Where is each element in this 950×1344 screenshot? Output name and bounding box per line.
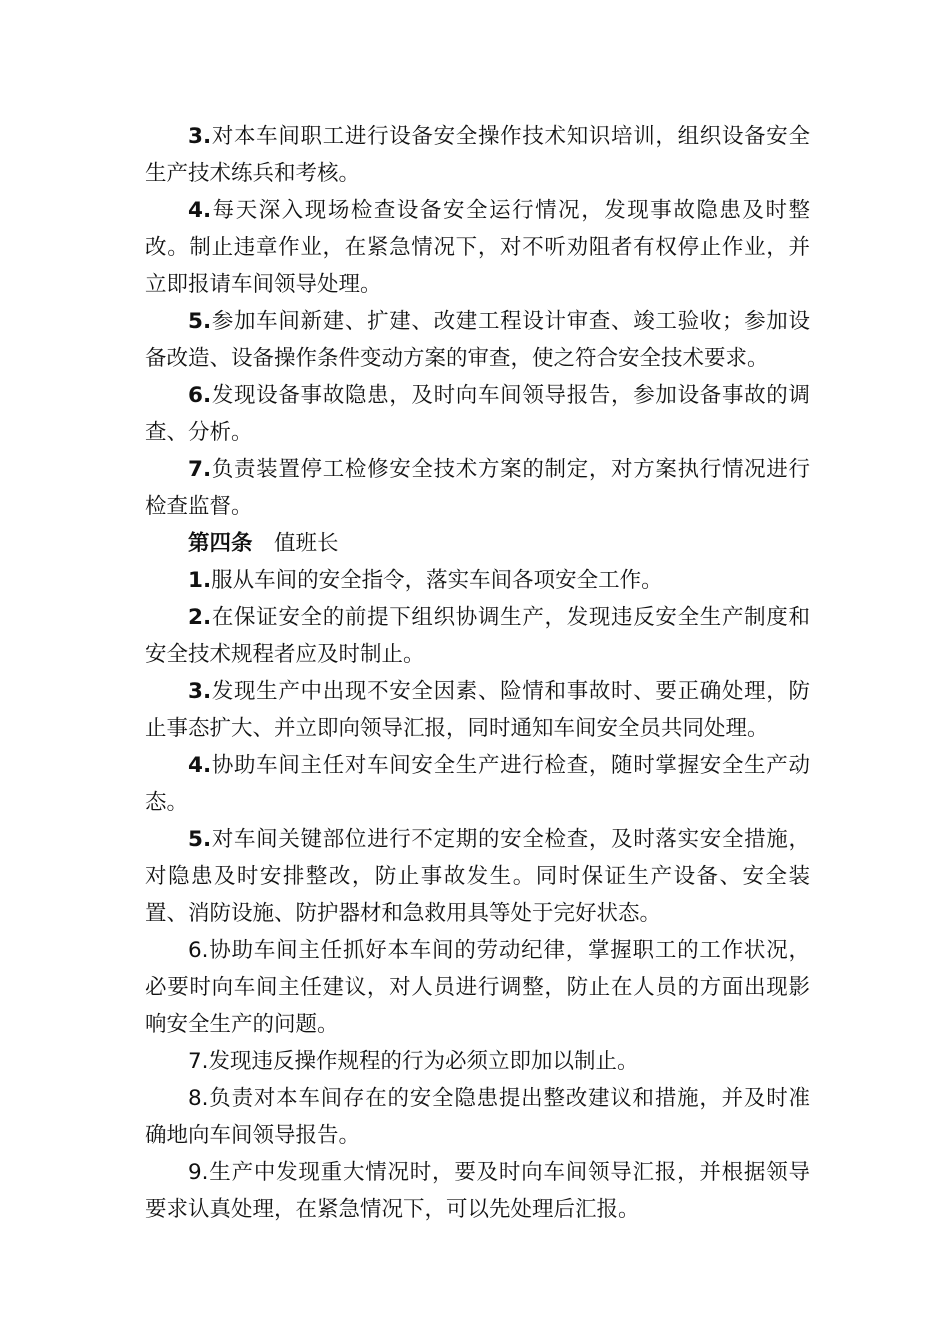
item-number: 3. xyxy=(188,124,212,149)
item-text: 负责对本车间存在的安全隐患提出整改建议和措施，并及时准确地向车间领导报告。 xyxy=(145,1086,810,1148)
item-number: 6. xyxy=(188,938,209,963)
item-number: 7. xyxy=(188,1049,209,1074)
item-text: 在保证安全的前提下组织协调生产，发现违反安全生产制度和安全技术规程者应及时制止。 xyxy=(145,605,810,667)
list-item xyxy=(145,747,810,821)
item-number: 8. xyxy=(188,1086,209,1111)
list-item xyxy=(145,377,810,451)
list-item xyxy=(145,932,810,1043)
item-number: 9. xyxy=(188,1160,209,1185)
list-item xyxy=(145,1043,810,1080)
item-number: 2. xyxy=(188,605,212,630)
item-text: 服从车间的安全指令，落实车间各项安全工作。 xyxy=(211,568,663,593)
item-text: 每天深入现场检查设备安全运行情况，发现事故隐患及时整改。制止违章作业，在紧急情况下，对不听劝阻者有权停止作业，并立即报请车间领导处理。 xyxy=(145,198,810,297)
item-number: 7. xyxy=(188,457,212,482)
item-text: 生产中发现重大情况时，要及时向车间领导汇报，并根据领导要求认真处理，在紧急情况下，可以先处理后汇报。 xyxy=(145,1160,810,1222)
list-item xyxy=(145,1080,810,1154)
section-label: 第四条 xyxy=(188,531,253,556)
item-number: 4. xyxy=(188,753,212,778)
list-item xyxy=(145,118,810,192)
item-text: 发现生产中出现不安全因素、险情和事故时、要正确处理，防止事态扩大、并立即向领导汇报，同时通知车间安全员共同处理。 xyxy=(145,679,810,741)
list-item xyxy=(145,303,810,377)
item-text: 对本车间职工进行设备安全操作技术知识培训，组织设备安全生产技术练兵和考核。 xyxy=(145,124,810,186)
item-text: 对车间关键部位进行不定期的安全检查，及时落实安全措施，对隐患及时安排整改，防止事故发生。同时保证生产设备、安全装置、消防设施、防护器材和急救用具等处于完好状态。 xyxy=(145,827,810,926)
list-item xyxy=(145,1154,810,1228)
item-text: 参加车间新建、扩建、改建工程设计审查、竣工验收；参加设备改造、设备操作条件变动方案的审查，使之符合安全技术要求。 xyxy=(145,309,810,371)
item-text: 负责装置停工检修安全技术方案的制定，对方案执行情况进行检查监督。 xyxy=(145,457,810,519)
list-item xyxy=(145,673,810,747)
list-item xyxy=(145,192,810,303)
item-number: 1. xyxy=(188,568,212,593)
item-number: 3. xyxy=(188,679,212,704)
item-number: 6. xyxy=(188,383,212,408)
list-item xyxy=(145,821,810,932)
item-number: 5. xyxy=(188,827,212,852)
section-title: 值班长 xyxy=(274,531,339,556)
item-text: 发现设备事故隐患，及时向车间领导报告，参加设备事故的调查、分析。 xyxy=(145,383,810,445)
list-item xyxy=(145,599,810,673)
item-number: 5. xyxy=(188,309,212,334)
item-text: 发现违反操作规程的行为必须立即加以制止。 xyxy=(208,1049,639,1074)
section-heading xyxy=(145,525,810,562)
list-item xyxy=(145,451,810,525)
list-item xyxy=(145,562,810,599)
document-body xyxy=(145,118,810,1228)
item-text: 协助车间主任对车间安全生产进行检查，随时掌握安全生产动态。 xyxy=(145,753,810,815)
item-text: 协助车间主任抓好本车间的劳动纪律，掌握职工的工作状况，必要时向车间主任建议，对人员进行调整，防止在人员的方面出现影响安全生产的问题。 xyxy=(145,938,810,1037)
item-number: 4. xyxy=(188,198,212,223)
